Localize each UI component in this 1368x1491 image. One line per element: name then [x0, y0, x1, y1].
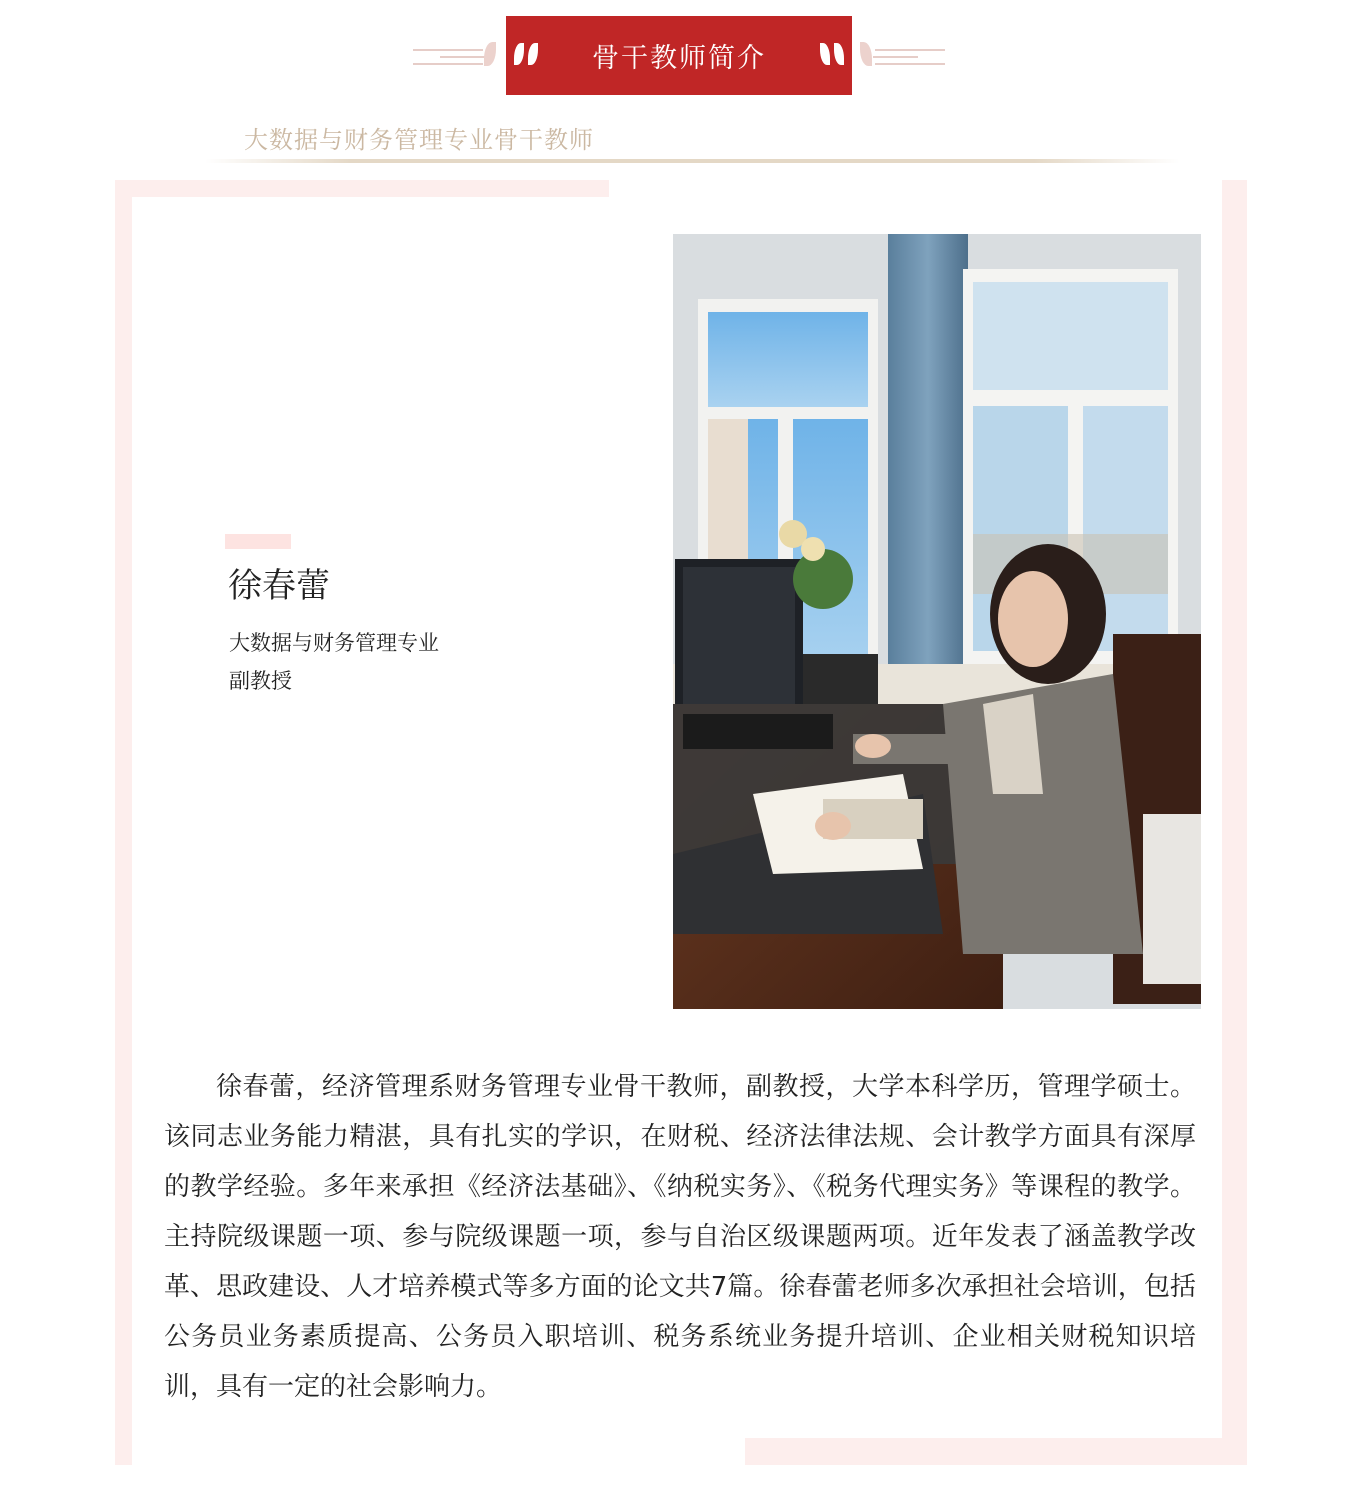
teacher-name: 徐春蕾: [228, 566, 330, 606]
teacher-bio: 徐春蕾，经济管理系财务管理专业骨干教师，副教授，大学本科学历，管理学硕士。该同志业务能力精湛，具有扎实的学识，在财税、经济法律法规、会计教学方面具有深厚的教学经验。多年来承担《经济法基础》、《纳税实务》、《税务代理实务》等课程的教学。主持院级课题一项、参与院级课题一项，参与自治区级课题两项。近年发表了涵盖教学改革、思政建设、人才培养模式等多方面的论文共7篇。徐春蕾老师多次承担社会培训，包括公务员业务素质提高、公务员入职培训、税务系统业务提升培训、企业相关财税知识培训，具有一定的社会影响力。: [164, 1072, 1196, 1402]
frame-left: [115, 180, 132, 1465]
leaf-icon: [528, 43, 538, 65]
frame-right: [1222, 180, 1247, 1465]
teacher-photo: [673, 234, 1201, 1009]
leaf-icon: [514, 43, 524, 65]
frame-bottom: [745, 1438, 1247, 1465]
leaf-icon: [820, 43, 830, 65]
section-title-banner: [506, 16, 852, 95]
leaf-icon: [834, 43, 844, 65]
name-accent-bar: [225, 534, 291, 549]
section-subtitle: 大数据与财务管理专业骨干教师: [244, 126, 594, 154]
teacher-title: 副教授: [229, 669, 292, 693]
section-title: 骨干教师简介: [592, 43, 766, 74]
subtitle-divider: [205, 159, 1180, 163]
teacher-major: 大数据与财务管理专业: [229, 631, 439, 655]
frame-top: [115, 180, 609, 197]
